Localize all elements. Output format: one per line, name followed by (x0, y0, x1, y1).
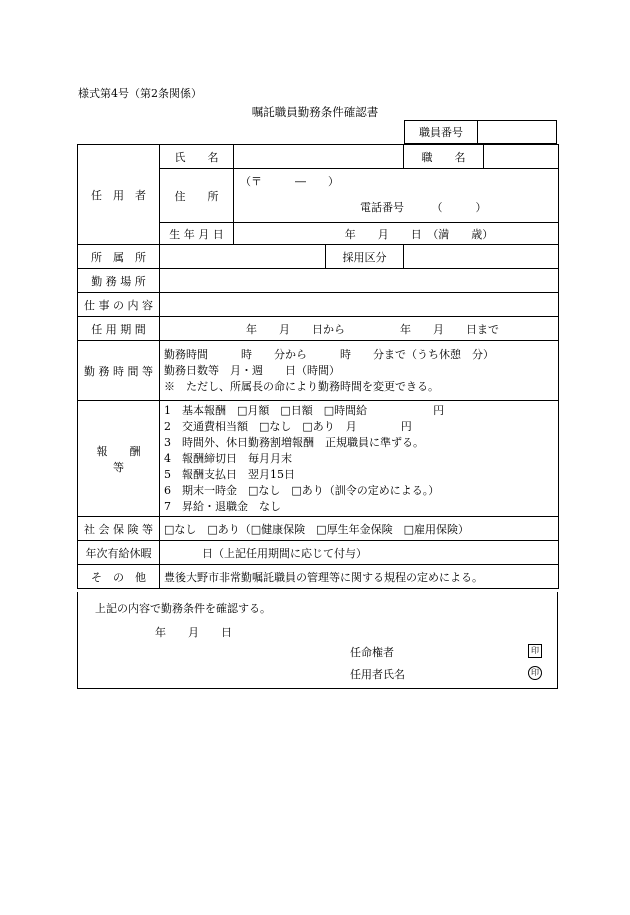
staff-number-box (404, 120, 557, 144)
hiring-category-label: 採用区分 (326, 245, 404, 269)
department-label: 所 属 所 (78, 245, 160, 269)
pay-line: 7 昇給・退職金 なし (164, 499, 281, 513)
hours-field[interactable] (160, 341, 559, 401)
hours-line: ※ ただし、所属長の命により勤務時間を変更できる。 (164, 379, 439, 393)
staff-number-label: 職員番号 (405, 121, 478, 144)
pay-line: 5 報酬支払日 翌月15日 (164, 467, 295, 481)
position-label: 職 名 (404, 145, 484, 169)
address-label: 住 所 (160, 169, 234, 223)
job-content-label: 仕 事 の 内 容 (78, 293, 160, 317)
confirm-date[interactable]: 年 月 日 (155, 626, 232, 639)
leave-label: 年次有給休暇 (78, 541, 160, 565)
hours-line: 勤務時間 時 分から 時 分まで（うち休憩 分） (164, 347, 494, 361)
term-field[interactable]: 年 月 日から 年 月 日まで (160, 317, 559, 341)
birth-label: 生 年 月 日 (160, 223, 234, 245)
leave-field[interactable]: 日（上記任用期間に応じて付与） (160, 541, 559, 565)
appointee-group-label: 任 用 者 (78, 145, 160, 245)
hours-label: 勤 務 時 間 等 (78, 341, 160, 401)
form-number: 様式第4号（第2条関係） (78, 87, 202, 100)
pay-line: 3 時間外、休日勤務割増報酬 正規職員に準ずる。 (164, 435, 424, 449)
job-content-field[interactable] (160, 293, 559, 317)
confirm-text: 上記の内容で勤務条件を確認する。 (95, 602, 271, 615)
name-label: 氏 名 (160, 145, 234, 169)
pay-field[interactable] (160, 401, 559, 517)
hours-line: 勤務日数等 月・週 日（時間） (164, 363, 340, 377)
appointer-label: 任命権者 (350, 646, 394, 659)
department-field[interactable] (160, 245, 326, 269)
staff-number-field[interactable] (478, 121, 557, 144)
insurance-field[interactable]: □なし □あり（□健康保険 □厚生年金保険 □雇用保険） (160, 517, 559, 541)
term-label: 任 用 期 間 (78, 317, 160, 341)
name-field[interactable] (234, 145, 404, 169)
document-title: 嘱託職員勤務条件確認書 (251, 105, 379, 119)
workplace-field[interactable] (160, 269, 559, 293)
phone-number: 電話番号 （ ） (360, 201, 487, 214)
seal-round-icon: 印 (528, 666, 542, 680)
other-field: 豊後大野市非常勤嘱託職員の管理等に関する規程の定めによる。 (160, 565, 559, 589)
postal-code: （〒 ― ） (240, 175, 339, 188)
seal-square-icon: 印 (528, 644, 542, 658)
conditions-table (77, 144, 559, 589)
workplace-label: 勤 務 場 所 (78, 269, 160, 293)
pay-line: 4 報酬締切日 毎月月末 (164, 451, 292, 465)
pay-line: 6 期末一時金 □なし □あり（訓令の定めによる。） (164, 483, 440, 497)
birth-field[interactable]: 年 月 日 （満 歳） (234, 223, 559, 245)
pay-label: 報 酬 等 (78, 401, 160, 517)
pay-line: 1 基本報酬 □月額 □日額 □時間給 円 (164, 403, 445, 417)
confirmation-section (77, 592, 558, 689)
position-field[interactable] (484, 145, 559, 169)
pay-line: 2 交通費相当額 □なし □あり 月 円 (164, 419, 412, 433)
address-field[interactable] (234, 169, 559, 223)
insurance-label: 社 会 保 険 等 (78, 517, 160, 541)
other-label: そ の 他 (78, 565, 160, 589)
appointee-name-label: 任用者氏名 (350, 668, 405, 681)
hiring-category-field[interactable] (404, 245, 559, 269)
